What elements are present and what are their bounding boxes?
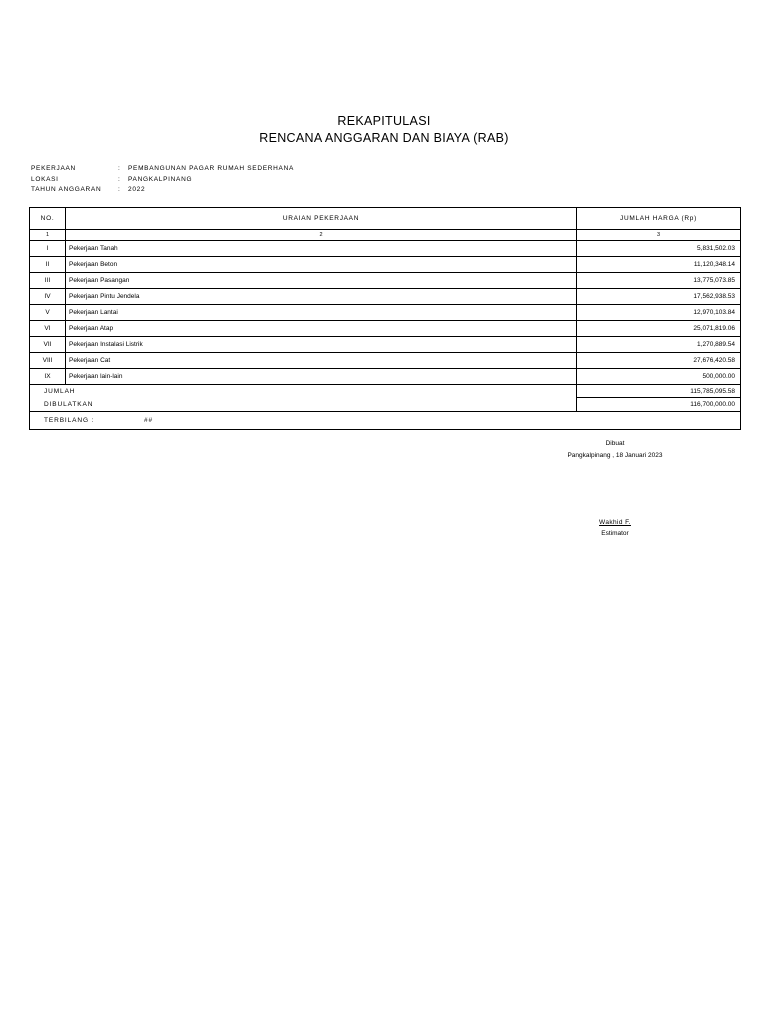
document-title: REKAPITULASI bbox=[337, 114, 431, 128]
row-jumlah: 500,000.00 bbox=[577, 369, 741, 385]
table-row bbox=[30, 257, 741, 273]
row-jumlah: 12,970,103.84 bbox=[577, 305, 741, 321]
row-uraian: Pekerjaan Atap bbox=[66, 321, 577, 337]
signature-name: Wakhid F. bbox=[599, 519, 631, 526]
terbilang-row bbox=[30, 412, 741, 430]
row-uraian: Pekerjaan Cat bbox=[66, 353, 577, 369]
rounded-row bbox=[30, 398, 741, 412]
info-value: PEMBANGUNAN PAGAR RUMAH SEDERHANA bbox=[128, 165, 295, 172]
row-jumlah: 13,775,073.85 bbox=[577, 273, 741, 289]
table-row bbox=[30, 241, 741, 257]
table-row bbox=[30, 369, 741, 385]
row-no: VI bbox=[30, 321, 66, 337]
row-no: V bbox=[30, 305, 66, 321]
info-value: 2022 bbox=[128, 186, 146, 193]
terbilang-label: TERBILANG : bbox=[44, 417, 95, 424]
row-uraian: Pekerjaan Instalasi Listrik bbox=[66, 337, 577, 353]
row-jumlah: 5,831,502.03 bbox=[577, 241, 741, 257]
row-jumlah: 1,270,889.54 bbox=[577, 337, 741, 353]
signature-made: Dibuat bbox=[605, 440, 625, 447]
signature-place-date: Pangkalpinang , 18 Januari 2023 bbox=[567, 452, 663, 459]
info-separator: : bbox=[118, 165, 121, 172]
column-number: 3 bbox=[577, 230, 741, 241]
signature-role: Estimator bbox=[601, 530, 629, 537]
row-uraian: Pekerjaan Lantai bbox=[66, 305, 577, 321]
row-jumlah: 11,120,348.14 bbox=[577, 257, 741, 273]
table-row bbox=[30, 353, 741, 369]
row-no: IX bbox=[30, 369, 66, 385]
header-uraian: URAIAN PEKERJAAN bbox=[66, 208, 577, 230]
row-jumlah: 17,562,938.53 bbox=[577, 289, 741, 305]
row-no: II bbox=[30, 257, 66, 273]
table-row bbox=[30, 273, 741, 289]
column-number: 2 bbox=[66, 230, 577, 241]
row-uraian: Pekerjaan Pintu Jendela bbox=[66, 289, 577, 305]
table-row bbox=[30, 321, 741, 337]
column-number-row bbox=[30, 230, 741, 241]
row-no: VII bbox=[30, 337, 66, 353]
info-label: LOKASI bbox=[31, 176, 59, 183]
header-jumlah: JUMLAH HARGA (Rp) bbox=[577, 208, 741, 230]
terbilang-value: ## bbox=[144, 417, 154, 424]
row-no: III bbox=[30, 273, 66, 289]
table-row bbox=[30, 337, 741, 353]
row-uraian: Pekerjaan Beton bbox=[66, 257, 577, 273]
rounded-label: DIBULATKAN bbox=[30, 398, 577, 412]
row-no: VIII bbox=[30, 353, 66, 369]
row-uraian: Pekerjaan Pasangan bbox=[66, 273, 577, 289]
column-number: 1 bbox=[30, 230, 66, 241]
row-jumlah: 27,676,420.58 bbox=[577, 353, 741, 369]
row-uraian: Pekerjaan Tanah bbox=[66, 241, 577, 257]
rounded-value: 116,700,000.00 bbox=[577, 398, 741, 412]
info-label: PEKERJAAN bbox=[31, 165, 76, 172]
terbilang-cell bbox=[30, 412, 741, 430]
table-row bbox=[30, 305, 741, 321]
row-no: IV bbox=[30, 289, 66, 305]
table-row bbox=[30, 289, 741, 305]
row-jumlah: 25,071,819.06 bbox=[577, 321, 741, 337]
info-label: TAHUN ANGGARAN bbox=[31, 186, 102, 193]
total-value: 115,785,095.58 bbox=[577, 385, 741, 398]
info-separator: : bbox=[118, 176, 121, 183]
total-row bbox=[30, 385, 741, 398]
document-subtitle: RENCANA ANGGARAN DAN BIAYA (RAB) bbox=[259, 131, 509, 145]
header-no: NO. bbox=[30, 208, 66, 230]
rab-table bbox=[29, 207, 741, 430]
row-uraian: Pekerjaan lain-lain bbox=[66, 369, 577, 385]
info-value: PANGKALPINANG bbox=[128, 176, 193, 183]
table-header-row bbox=[30, 208, 741, 230]
info-separator: : bbox=[118, 186, 121, 193]
total-label: JUMLAH bbox=[30, 385, 577, 398]
row-no: I bbox=[30, 241, 66, 257]
